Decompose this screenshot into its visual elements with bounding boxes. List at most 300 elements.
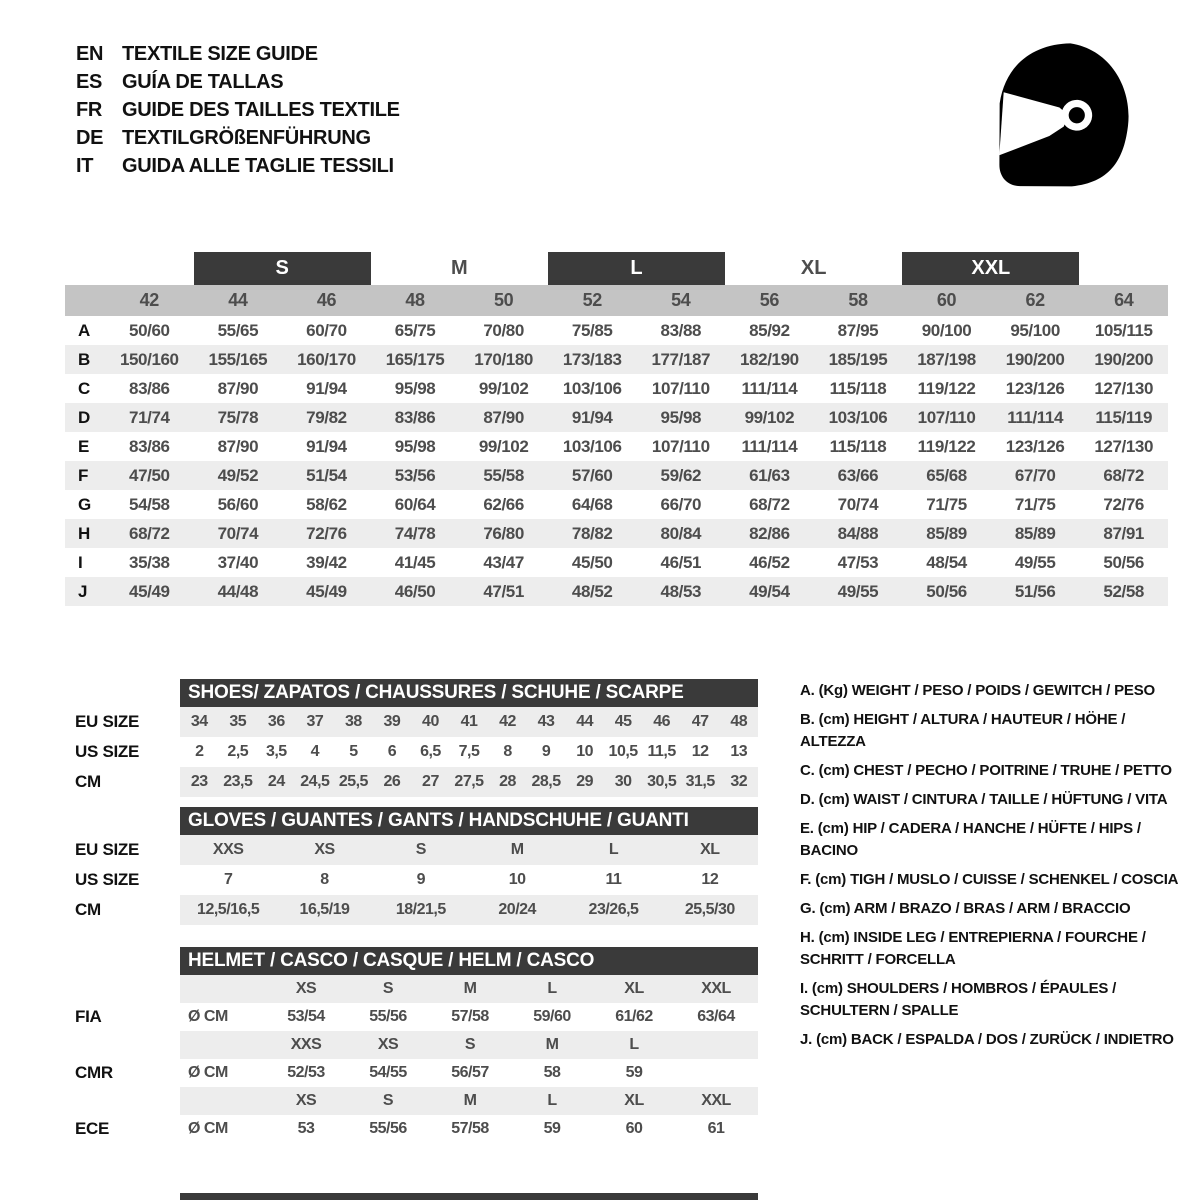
size-value-cell: 107/110 [902, 403, 991, 432]
size-value-cell: 50/56 [902, 577, 991, 606]
shoes-table-title: SHOES/ ZAPATOS / CHAUSSURES / SCHUHE / SCARPE [180, 679, 758, 707]
gloves-row [180, 895, 758, 925]
racing-helmet-icon [978, 28, 1140, 200]
standard-label: CMR [75, 1063, 113, 1082]
legend-item: C. (cm) CHEST / PECHO / POITRINE / TRUHE / PETTO [800, 762, 1172, 779]
size-value-cell: 91/94 [306, 378, 347, 398]
size-value-cell: 111/114 [991, 403, 1080, 432]
table-cell: 23 [190, 773, 208, 790]
size-value-cell: 111/114 [741, 436, 798, 456]
size-value-cell: 185/195 [814, 345, 903, 374]
table-cell: 39 [383, 713, 401, 730]
helmet-size-header: S [464, 1036, 476, 1053]
table-cell: 27,5 [454, 773, 484, 790]
measure-row-label: F [65, 461, 105, 490]
size-band-m: M [450, 257, 468, 279]
table-cell: 34 [190, 713, 208, 730]
size-value-cell: 71/75 [1014, 494, 1056, 514]
table-cell: 41 [460, 713, 478, 730]
size-value-cell: 70/74 [194, 519, 283, 548]
table-cell: XL [700, 841, 720, 858]
legend-item: F. (cm) TIGH / MUSLO / CUISSE / SCHENKEL / COSCIA [800, 871, 1179, 888]
table-cell: 38 [344, 713, 362, 730]
gloves-table-body [180, 835, 758, 925]
size-value-cell: 67/70 [991, 461, 1080, 490]
table-cell: 4 [310, 743, 320, 760]
helmet-value-cell [675, 1059, 757, 1087]
helmet-size-header: XXS [290, 1036, 322, 1053]
guide-title: GUIDE DES TAILLES TEXTILE [122, 99, 400, 121]
table-cell: XXS [212, 841, 244, 858]
measure-row-label: B [65, 345, 105, 374]
table-cell: XS [314, 841, 335, 858]
size-value-cell: 76/80 [459, 519, 548, 548]
helmet-size-header: XXL [701, 1092, 731, 1109]
size-value-cell: 45/50 [571, 552, 613, 572]
size-column-header: 64 [1079, 285, 1168, 316]
size-column-header: 46 [282, 285, 371, 316]
shoes-row-labels [75, 679, 180, 797]
helmet-size-header: XS [377, 1036, 399, 1053]
table-cell: 20/24 [498, 901, 536, 918]
table-cell: 27 [422, 773, 439, 790]
size-value-cell: 63/66 [814, 461, 903, 490]
size-value-cell: 55/65 [217, 320, 259, 340]
helmet-value-cell: 54/55 [369, 1064, 407, 1081]
table-cell: 3,5 [265, 743, 287, 760]
size-value-cell: 115/118 [829, 378, 887, 398]
size-band-l: L [548, 252, 725, 285]
table-cell: 2,5 [227, 743, 249, 760]
helmet-value-cell: 59 [625, 1064, 643, 1081]
size-value-cell: 45/49 [105, 577, 194, 606]
size-value-cell: 35/38 [129, 552, 170, 572]
language-code: DE [76, 127, 104, 149]
size-value-cell: 60/64 [394, 494, 436, 514]
gloves-table [75, 807, 758, 925]
language-row [76, 40, 400, 68]
size-value-cell: 61/63 [725, 461, 814, 490]
language-row [76, 68, 400, 96]
legend-item: D. (cm) WAIST / CINTURA / TAILLE / HÜFTUNG / VITA [800, 791, 1168, 808]
table-cell: 31,5 [685, 773, 715, 790]
size-value-cell: 150/160 [105, 345, 194, 374]
table-cell: 40 [422, 713, 439, 730]
label-spacer [75, 975, 180, 1003]
standard-label: FIA [75, 1007, 102, 1026]
size-column-header: 48 [371, 285, 460, 316]
size-band-xxl: XXL [902, 252, 1079, 285]
size-column-header: 42 [105, 285, 194, 316]
size-value-cell: 160/170 [282, 345, 371, 374]
table-cell: 9 [416, 871, 426, 888]
table-cell: 5 [349, 743, 358, 760]
size-value-cell: 127/130 [1094, 378, 1154, 398]
size-value-cell: 83/86 [129, 378, 170, 398]
size-value-cell: 190/200 [991, 345, 1080, 374]
table-cell: 42 [499, 713, 516, 730]
language-title-list [76, 40, 400, 180]
helmet-value-cell: 61/62 [615, 1008, 653, 1025]
guide-title: GUÍA DE TALLAS [122, 71, 284, 93]
table-cell: 44 [576, 713, 593, 730]
table-cell: 13 [730, 743, 748, 760]
size-value-cell: 70/80 [483, 320, 524, 340]
size-value-cell: 190/200 [1079, 345, 1168, 374]
table-cell: 48 [730, 713, 748, 730]
size-value-cell: 78/82 [548, 519, 637, 548]
measure-row-label: H [65, 519, 105, 548]
table-cell: 30 [614, 773, 632, 790]
textile-size-table [65, 285, 1168, 606]
size-value-cell: 123/126 [1005, 436, 1065, 456]
legend-item: A. (Kg) WEIGHT / PESO / POIDS / GEWITCH / PESO [800, 682, 1155, 699]
size-value-cell: 95/98 [394, 378, 436, 398]
size-value-cell: 177/187 [637, 345, 726, 374]
row-label: CM [75, 900, 101, 919]
table-cell: 43 [537, 713, 555, 730]
table-cell: 32 [730, 773, 748, 790]
table-cell: 25,5 [338, 773, 368, 790]
legend-item: I. (cm) SHOULDERS / HOMBROS / ÉPAULES / SCHULTERN / SPALLE [800, 980, 1117, 1019]
size-value-cell: 80/84 [637, 519, 726, 548]
size-value-cell: 58/62 [306, 494, 347, 514]
table-cell: 7,5 [458, 743, 480, 760]
size-value-cell: 59/62 [637, 461, 726, 490]
row-label: EU SIZE [75, 840, 140, 859]
legend-item: E. (cm) HIP / CADERA / HANCHE / HÜFTE / HIPS / BACINO [800, 820, 1141, 859]
size-value-cell: 44/48 [194, 577, 283, 606]
size-column-header: 62 [991, 285, 1080, 316]
helmet-value-cell: 57/58 [451, 1120, 489, 1137]
helmet-value-cell: 57/58 [451, 1008, 489, 1025]
guide-title: GUIDA ALLE TAGLIE TESSILI [122, 155, 394, 177]
size-value-cell: 50/60 [129, 320, 170, 340]
size-value-cell: 65/68 [902, 461, 991, 490]
cropped-section-bar [180, 1193, 758, 1200]
helmet-value-row [180, 1003, 758, 1031]
size-value-cell: 37/40 [217, 552, 259, 572]
size-value-cell: 55/58 [459, 461, 548, 490]
table-cell: 11,5 [647, 743, 676, 760]
size-column-header: 58 [814, 285, 903, 316]
table-cell: 18/21,5 [395, 901, 446, 918]
table-cell: 12,5/16,5 [197, 901, 260, 918]
helmet-value-cell: 52/53 [287, 1064, 325, 1081]
size-value-cell: 48/54 [926, 552, 967, 572]
language-row [76, 124, 400, 152]
size-value-cell: 103/106 [562, 378, 622, 398]
helmet-size-header: XL [624, 980, 644, 997]
helmet-value-cell: 59 [543, 1120, 561, 1137]
size-value-cell: 46/51 [660, 552, 702, 572]
table-cell: L [608, 841, 619, 858]
size-value-cell: 85/89 [902, 519, 991, 548]
size-column-header: 44 [194, 285, 283, 316]
size-value-cell: 47/50 [105, 461, 194, 490]
helmet-size-header: M [463, 1092, 477, 1109]
table-cell: 28,5 [531, 773, 561, 790]
table-cell: 26 [383, 773, 401, 790]
helmet-value-cell: 53/54 [287, 1008, 325, 1025]
table-cell: 24 [267, 773, 285, 790]
helmet-size-header: S [382, 1092, 394, 1109]
helmet-size-header: L [629, 1036, 639, 1053]
size-value-cell: 41/45 [394, 552, 436, 572]
size-value-cell: 85/89 [991, 519, 1080, 548]
table-cell: 47 [691, 713, 709, 730]
helmet-size-header: L [547, 1092, 557, 1109]
size-value-cell: 107/110 [651, 436, 710, 456]
standard-label: ECE [75, 1119, 110, 1138]
diameter-unit-label: Ø CM [188, 1008, 228, 1025]
shoes-row [180, 707, 758, 737]
shoes-table [75, 679, 758, 797]
helmet-size-header: M [545, 1036, 559, 1053]
helmet-value-cell: 59/60 [533, 1008, 571, 1025]
size-value-cell: 49/55 [814, 577, 903, 606]
table-cell: 6 [387, 743, 397, 760]
size-column-header: 50 [459, 285, 548, 316]
size-value-cell: 51/56 [991, 577, 1080, 606]
language-code: IT [76, 155, 94, 177]
diameter-unit-label: Ø CM [188, 1064, 228, 1081]
size-value-cell: 99/102 [478, 436, 529, 456]
size-value-cell: 71/75 [926, 494, 967, 514]
legend-item: J. (cm) BACK / ESPALDA / DOS / ZURÜCK / INDIETRO [800, 1031, 1174, 1048]
label-spacer [75, 1087, 180, 1115]
size-value-cell: 87/91 [1079, 519, 1168, 548]
guide-title: TEXTILE SIZE GUIDE [122, 43, 318, 65]
gloves-row [180, 865, 758, 895]
helmet-size-header: M [463, 980, 477, 997]
helmet-table-title: HELMET / CASCO / CASQUE / HELM / CASCO [180, 947, 758, 975]
language-code: EN [76, 43, 104, 65]
table-cell: 12 [691, 743, 709, 760]
label-spacer [75, 1031, 180, 1059]
table-cell: 8 [503, 743, 512, 760]
shoes-table-body [180, 707, 758, 797]
shoes-row [180, 737, 758, 767]
helmet-size-header: XXL [701, 980, 731, 997]
table-cell: 12 [701, 871, 719, 888]
size-value-cell: 90/100 [921, 320, 972, 340]
row-label: CM [75, 772, 101, 791]
size-value-cell: 49/54 [725, 577, 814, 606]
table-cell: 37 [306, 713, 324, 730]
table-cell: 10 [508, 871, 526, 888]
helmet-size-header: XL [624, 1092, 644, 1109]
table-cell: 11 [605, 871, 622, 888]
helmet-size-row [180, 1087, 758, 1115]
gloves-row [180, 835, 758, 865]
size-value-cell: 115/118 [829, 436, 887, 456]
size-value-cell: 103/106 [814, 403, 903, 432]
size-value-cell: 71/74 [105, 403, 194, 432]
size-row-spacer [180, 975, 265, 1003]
size-value-cell: 87/90 [459, 403, 548, 432]
size-row-spacer [180, 1031, 265, 1059]
size-value-cell: 60/70 [306, 320, 347, 340]
size-value-cell: 45/49 [282, 577, 371, 606]
size-value-cell: 155/165 [194, 345, 283, 374]
size-value-cell: 187/198 [902, 345, 991, 374]
size-value-cell: 74/78 [371, 519, 460, 548]
helmet-value-cell: 63/64 [697, 1008, 735, 1025]
helmet-value-row [180, 1115, 758, 1143]
row-label: US SIZE [75, 870, 140, 889]
size-value-cell: 173/183 [548, 345, 637, 374]
size-value-cell: 43/47 [483, 552, 524, 572]
guide-title: TEXTILGRÖßENFÜHRUNG [122, 127, 371, 149]
table-cell: 25,5/30 [684, 901, 735, 918]
size-value-cell: 170/180 [459, 345, 548, 374]
table-cell: 7 [223, 871, 233, 888]
size-value-cell: 49/52 [194, 461, 283, 490]
helmet-size-header: S [382, 980, 394, 997]
size-value-cell: 182/190 [725, 345, 814, 374]
size-value-cell: 48/52 [548, 577, 637, 606]
size-value-cell: 51/54 [282, 461, 371, 490]
size-value-cell: 111/114 [741, 378, 798, 398]
size-value-cell: 87/90 [217, 378, 259, 398]
size-value-cell: 83/86 [129, 436, 170, 456]
measure-row-label: A [78, 320, 90, 340]
measure-row-label: I [78, 552, 83, 572]
helmet-size-header: XS [295, 1092, 317, 1109]
size-band-s: S [194, 252, 371, 285]
helmet-value-cell: 53 [297, 1120, 315, 1137]
helmet-size-header: L [547, 980, 557, 997]
legend-item: G. (cm) ARM / BRAZO / BRAS / ARM / BRACCIO [800, 900, 1131, 917]
size-value-cell: 127/130 [1094, 436, 1154, 456]
size-value-cell: 52/58 [1079, 577, 1168, 606]
size-value-cell: 83/86 [371, 403, 460, 432]
helmet-value-cell: 58 [543, 1064, 561, 1081]
table-cell: 8 [320, 871, 329, 888]
size-value-cell: 91/94 [548, 403, 637, 432]
table-cell: 23,5 [223, 773, 253, 790]
size-value-cell: 57/60 [548, 461, 637, 490]
size-column-header: 54 [637, 285, 726, 316]
size-value-cell: 99/102 [478, 378, 529, 398]
measure-row-label: E [78, 436, 89, 456]
size-value-cell: 49/55 [1014, 552, 1056, 572]
size-value-cell: 105/115 [1094, 320, 1153, 340]
size-value-cell: 83/88 [660, 320, 702, 340]
size-table-corner [65, 285, 105, 316]
size-value-cell: 82/86 [725, 519, 814, 548]
table-cell: 10 [576, 743, 593, 760]
size-value-cell: 95/98 [394, 436, 436, 456]
size-column-header: 60 [902, 285, 991, 316]
size-column-header: 56 [725, 285, 814, 316]
language-code: FR [76, 99, 103, 121]
size-value-cell: 39/42 [306, 552, 347, 572]
measurement-legend [800, 680, 1194, 1058]
helmet-value-row [180, 1059, 758, 1087]
size-value-cell: 95/100 [1010, 320, 1060, 340]
helmet-standard-labels [75, 947, 180, 1143]
table-cell: 46 [653, 713, 671, 730]
size-value-cell: 48/53 [637, 577, 726, 606]
legend-item: B. (cm) HEIGHT / ALTURA / HAUTEUR / HÖHE / ALTEZZA [800, 711, 1126, 750]
size-value-cell: 87/95 [837, 320, 879, 340]
size-value-cell: 46/50 [371, 577, 460, 606]
helmet-size-header: XS [295, 980, 317, 997]
gloves-table-title: GLOVES / GUANTES / GANTS / HANDSCHUHE / GUANTI [180, 807, 758, 835]
helmet-value-cell: 56/57 [451, 1064, 489, 1081]
size-value-cell: 107/110 [651, 378, 710, 398]
size-value-cell: 99/102 [725, 403, 814, 432]
size-value-cell: 47/51 [459, 577, 548, 606]
size-value-cell: 85/92 [749, 320, 790, 340]
table-cell: 16,5/19 [299, 901, 350, 918]
measure-row-label: C [78, 378, 90, 398]
table-cell: 45 [614, 713, 632, 730]
language-row [76, 96, 400, 124]
table-cell: 10,5 [608, 743, 638, 760]
size-value-cell: 87/90 [217, 436, 259, 456]
size-band-xl: XL [800, 257, 827, 279]
size-value-cell: 165/175 [371, 345, 460, 374]
size-value-cell: 72/76 [1103, 494, 1144, 514]
size-value-cell: 75/78 [194, 403, 283, 432]
size-value-cell: 103/106 [562, 436, 622, 456]
size-value-cell: 62/66 [483, 494, 524, 514]
measure-row-label: G [78, 494, 91, 514]
table-cell: S [415, 841, 426, 858]
size-value-cell: 64/68 [571, 494, 613, 514]
table-cell: M [510, 841, 524, 858]
size-value-cell: 56/60 [217, 494, 259, 514]
size-value-cell: 66/70 [660, 494, 702, 514]
size-value-cell: 68/72 [749, 494, 790, 514]
size-value-cell: 54/58 [129, 494, 170, 514]
size-value-cell: 65/75 [394, 320, 436, 340]
size-value-cell: 79/82 [282, 403, 371, 432]
size-value-cell: 68/72 [1079, 461, 1168, 490]
size-row-spacer [180, 1087, 265, 1115]
helmet-value-cell: 55/56 [369, 1008, 407, 1025]
helmet-value-cell: 61 [707, 1120, 725, 1137]
size-value-cell: 119/122 [917, 436, 976, 456]
table-cell: 35 [229, 713, 247, 730]
size-value-cell: 68/72 [105, 519, 194, 548]
helmet-table [75, 947, 758, 1143]
language-code: ES [76, 71, 103, 93]
gloves-row-labels [75, 807, 180, 925]
size-band-row [65, 252, 1168, 285]
table-cell: 29 [576, 773, 593, 790]
table-cell: 23/26,5 [588, 901, 639, 918]
table-cell: 30,5 [647, 773, 677, 790]
size-value-cell: 46/52 [749, 552, 790, 572]
size-value-cell: 119/122 [917, 378, 976, 398]
helmet-table-body [180, 975, 758, 1143]
size-value-cell: 47/53 [837, 552, 879, 572]
helmet-size-row [180, 975, 758, 1003]
helmet-size-header [675, 1031, 757, 1059]
helmet-value-cell: 55/56 [369, 1120, 407, 1137]
size-value-cell: 91/94 [306, 436, 347, 456]
table-cell: 9 [541, 743, 551, 760]
size-value-cell: 72/76 [282, 519, 371, 548]
shoes-row [180, 767, 758, 797]
measure-row-label: D [65, 403, 105, 432]
language-row [76, 152, 400, 180]
size-value-cell: 53/56 [371, 461, 460, 490]
